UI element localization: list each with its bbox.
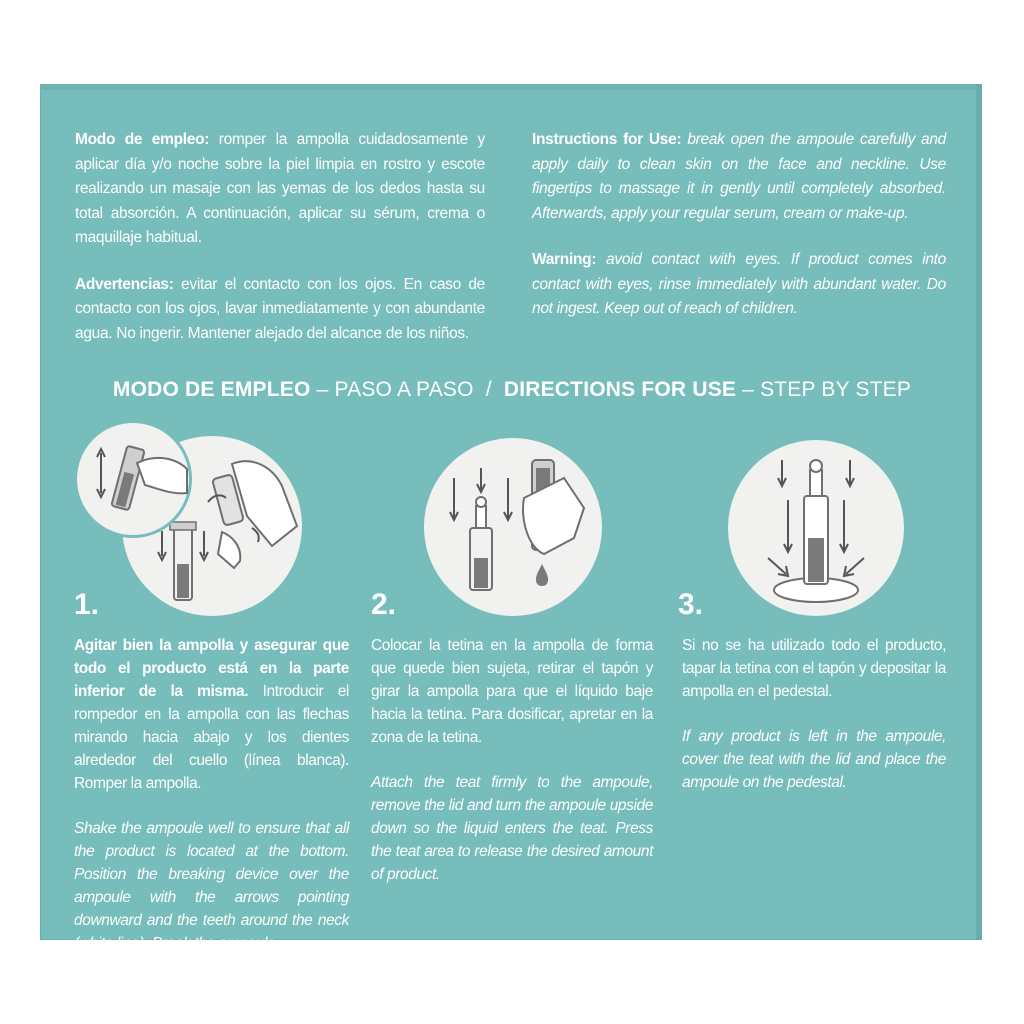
es-warning-label: Advertencias: (75, 275, 182, 293)
step-1-es (74, 634, 349, 795)
step-1-es-bold: Agitar bien la ampolla y asegurar que todo el producto está en la parte inferior de la misma. (74, 637, 349, 700)
step-1-inset (74, 420, 192, 538)
es-usage-paragraph (75, 128, 485, 251)
heading-es-bold: MODO DE EMPLEO (112, 378, 311, 401)
en-warning-label: Warning: (532, 251, 607, 268)
step-3-text (682, 634, 946, 816)
panel-side-edge (976, 84, 982, 940)
step-2-drawing (424, 438, 602, 616)
step-1-text (74, 634, 349, 977)
step-1-es-text: Introducir el rompedor en la ampolla con las flechas mirando hacia abajo y los dientes alrededor del cuello (línea blanca). Romper la ampolla. (74, 683, 349, 792)
step-2-illustration (424, 438, 602, 616)
step-3-drawing (728, 440, 904, 616)
step-2-en: Attach the teat firmly to the ampoule, remove the lid and turn the ampoule upside down so the liquid enters the teat. Press the teat area to release the desired amount of product. (371, 774, 653, 883)
panel-top-edge (40, 84, 982, 90)
step-1-number: 1. (74, 588, 100, 621)
step-1-en: Shake the ampoule well to ensure that all the product is located at the bottom. Position the breaking device over the ampoule with the arrows pointing downward and the teeth around the neck (white line). Break the ampoule. (74, 820, 349, 952)
english-instructions (532, 128, 946, 344)
step-3-illustration (728, 440, 904, 616)
en-usage-text: break open the ampoule carefully and apply daily to clean skin on the face and neckline. Use fingertips to massage it in gently until completely absorbed. Afterwards, apply your regular serum, cream or make-up. (532, 131, 946, 222)
step-2-text (371, 634, 653, 908)
es-warning-paragraph (75, 273, 485, 347)
step-1-inset-drawing (77, 423, 189, 535)
heading-en-rest: – STEP BY STEP (736, 378, 912, 401)
step-by-step-heading (0, 378, 1024, 402)
en-usage-label: Instructions for Use: (532, 131, 688, 148)
heading-es-rest: – PASO A PASO / (310, 378, 504, 401)
en-warning-text: avoid contact with eyes. If product comes into contact with eyes, rinse immediately with abundant water. Do not ingest. Keep out of reach of children. (532, 251, 946, 317)
en-warning-paragraph (532, 248, 946, 322)
step-3-number: 3. (678, 588, 704, 621)
es-usage-label: Modo de empleo: (75, 131, 219, 148)
step-3-es: Si no se ha utilizado todo el producto, tapar la tetina con el tapón y depositar la ampolla en el pedestal. (682, 637, 946, 700)
en-usage-paragraph (532, 128, 946, 226)
step-3-en: If any product is left in the ampoule, cover the teat with the lid and place the ampoule on the pedestal. (682, 728, 946, 791)
es-warning-text: evitar el contacto con los ojos. En caso de contacto con los ojos, lavar inmediatamente y con abundante agua. No ingerir. Mantener alejado del alcance de los niños. (75, 275, 485, 342)
spanish-instructions (75, 128, 485, 368)
step-2-es: Colocar la tetina en la ampolla de forma que quede bien sujeta, retirar el tapón y girar la ampolla para que el líquido baje hacia la tetina. Para dosificar, apretar en la zona de la tetina. (371, 637, 653, 746)
heading-en-bold: DIRECTIONS FOR USE (503, 378, 737, 401)
step-2-number: 2. (371, 588, 397, 621)
es-usage-text: romper la ampolla cuidadosamente y aplicar día y/o noche sobre la piel limpia en rostro y escote realizando un masaje con las yemas de los dedos hasta su total absorción. A continuación, aplicar su sérum, crema o maquillaje habitual. (75, 131, 485, 246)
